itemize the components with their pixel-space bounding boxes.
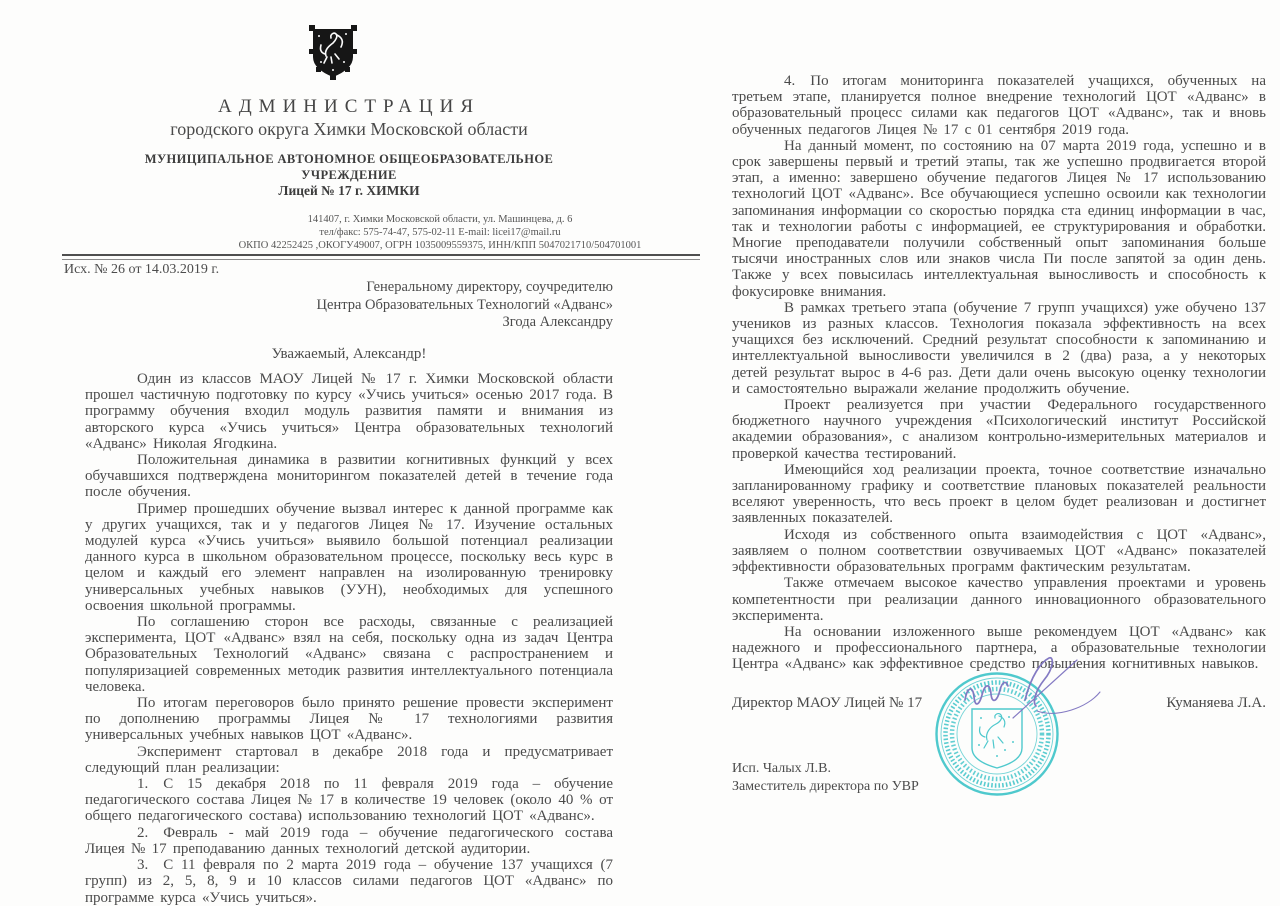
paragraph: Имеющийся ход реализации проекта, точное соответствие изначально запланированному графику и соответствие плановых показателей реальности вселяют уверенность, что весь проект в целом будет реализован и достигнет заявленных показателей. — [732, 461, 1266, 527]
recipient-name: Згода Александру — [502, 314, 613, 330]
paragraph: Исходя из собственного опыта взаимодействия с ЦОТ «Адванс», заявляем о полном соответствии озвучиваемых ЦОТ «Адванс» показателей эффективности образовательных программ фактическим результатам. — [732, 526, 1266, 576]
executor-name: Исп. Чалых Л.В. — [732, 761, 831, 776]
letterhead-administration-title: АДМИНИСТРАЦИЯ — [218, 96, 480, 117]
letterhead-district-subtitle: городского округа Химки Московской области — [170, 119, 528, 139]
paragraph: На данный момент, по состоянию на 07 марта 2019 года, успешно и в срок завершены первый и третий этапы, так же успешно продвигается второй этап, а именно: завершено обучение педагогов Лицея № 17 использованию технологий ЦОТ «Адванс». Все обучающиеся успешно освоили как технологии запоминания информации со скоростью порядка ста единиц информации в час, так и технологии работы с информацией, ее структурирования и обработки. Многие преподаватели получили собственный опыт запоминания больше тысячи иностранных слов или знаков числа Пи после запятой за один день. Также у всех повысилась интеллектуальная выносливость и способность к фокусировке внимания. — [732, 137, 1266, 300]
institution-name-line1: МУНИЦИПАЛЬНОЕ АВТОНОМНОЕ ОБЩЕОБРАЗОВАТЕЛЬНОЕ — [144, 152, 554, 166]
page2-body — [732, 73, 1266, 673]
paragraph: По итогам переговоров было принято решение провести эксперимент по дополнению программы Лицея № 17 технологиями развития универсальных учебных навыков ЦОТ «Адванс». — [85, 695, 613, 744]
recipient-block — [200, 279, 613, 332]
round-seal-stamp — [925, 648, 1115, 813]
list-item-paragraph: 2. Февраль - май 2019 года – обучение педагогического состава Лицея № 17 преподаванию данных технологий детской аудитории. — [85, 824, 613, 857]
page1-body — [85, 371, 613, 906]
recipient-organization: Центра Образовательных Технологий «Адванс» — [316, 296, 613, 313]
paragraph: Положительная динамика в развитии когнитивных функций у всех обучавшихся подтверждена мониторингом показателей детей в течение года после обучения. — [85, 452, 613, 501]
stamp-shield — [972, 709, 1022, 768]
paragraph: На основании изложенного выше рекомендуем ЦОТ «Адванс» как надежного и профессионального партнера, а образовательные технологии Центра «Адванс» как эффективное средство повышения когнитивных навыков. — [732, 623, 1266, 673]
salutation: Уважаемый, Александр! — [271, 346, 427, 362]
executor-block — [732, 760, 919, 795]
signatory-position: Директор МАОУ Лицей № 17 — [732, 695, 923, 711]
institution-name-line2: УЧРЕЖДЕНИЕ — [301, 168, 397, 182]
list-item-paragraph: 1. С 15 декабря 2018 по 11 февраля 2019 года – обучение педагогического состава Лицея № 17 в количестве 19 человек (около 40 % от общего педагогического состава) использованию технологий ЦОТ «Адванс». — [85, 776, 613, 825]
khimki-coat-of-arms-icon — [309, 25, 357, 80]
phone-email-line: тел/факс: 575-74-47, 575-02-11 E-mail: licei17@mail.ru — [319, 227, 561, 238]
recipient-title: Генеральному директору, соучредителю — [366, 279, 613, 295]
registration-codes-line: ОКПО 42252425 ,ОКОГУ49007, ОГРН 1035009559375, ИНН/КПП 5047021710/504701001 — [238, 240, 642, 251]
paragraph: В рамках третьего этапа (обучение 7 групп учащихся) уже обучено 137 учеников из разных классов. Технология показала эффективность на всех учащихся без исключений. Средний результат способности к запоминанию и интеллектуальной выносливости увеличился в 2 (два) раза, а у некоторых детей результат вырос в 4-6 раз. Дети дали очень высокую оценку технологии и самостоятельно выражали желание продолжить обучение. — [732, 299, 1266, 397]
executor-position: Заместитель директора по УВР — [732, 778, 919, 794]
paragraph: Один из классов МАОУ Лицей № 17 г. Химки Московской области прошел частичную подготовку по курсу «Учись учиться» осенью 2017 года. В программу обучения входил модуль развития памяти и внимания из авторского курса «Учись учиться» Центра образовательных технологий «Адванс» Николая Ягодкина. — [85, 371, 613, 452]
paragraph: Также отмечаем высокое качество управления проектами и уровень компетентности при реализации данного инновационного образовательного эксперимента. — [732, 575, 1266, 624]
address-block — [170, 213, 710, 252]
list-item-paragraph: 4. По итогам мониторинга показателей учащихся, обученных на третьем этапе, планируется полное внедрение технологий ЦОТ «Адванс» в образовательный процесс силами как педагогов ЦОТ «Адванс», так и вновь обученных педагогов Лицея № 17 с 01 сентября 2019 года. — [732, 73, 1266, 138]
letterhead-divider — [62, 254, 700, 260]
signatory-name: Куманяева Л.А. — [1166, 695, 1266, 711]
paragraph: Эксперимент стартовал в декабре 2018 года и предусматривает следующий план реализации: — [85, 743, 613, 776]
address-line: 141407, г. Химки Московской области, ул. Машинцева, д. 6 — [307, 214, 573, 225]
outgoing-number: Исх. № 26 от 14.03.2019 г. — [64, 262, 220, 277]
paragraph: Проект реализуется при участии Федерального государственного бюджетного научного учреждения «Психологический институт Российской академии образования», с анализом контрольно-измерительных материалов и проверкой качества тестирований. — [732, 397, 1266, 462]
institution-name-line3: Лицей № 17 г. ХИМКИ — [278, 183, 420, 198]
list-item-paragraph: 3. С 11 февраля по 2 марта 2019 года – обучение 137 учащихся (7 групп) из 2, 5, 8, 9 и 10 классов силами педагогов ЦОТ «Адванс» по программе курса «Учись учиться». — [85, 857, 613, 906]
paragraph: Пример прошедших обучение вызвал интерес к данной программе как у других учащихся, так и у педагогов Лицея № 17. Изучение остальных модулей курса «Учись учиться» выявило большой потенциал реализации данного курса в школьном образовательном процессе, поскольку весь курс в целом и каждый его элемент направлен на изолированную тренировку универсальных учебных навыков (УУН), необходимых для успешного освоения школьной программы. — [85, 500, 613, 614]
paragraph: По соглашению сторон все расходы, связанные с реализацией эксперимента, ЦОТ «Адванс» взял на себя, поскольку одна из задач Центра Образовательных Технологий «Адванс» связана с распространением и популяризацией современных методик развития интеллектуального потенциала человека. — [85, 614, 613, 695]
